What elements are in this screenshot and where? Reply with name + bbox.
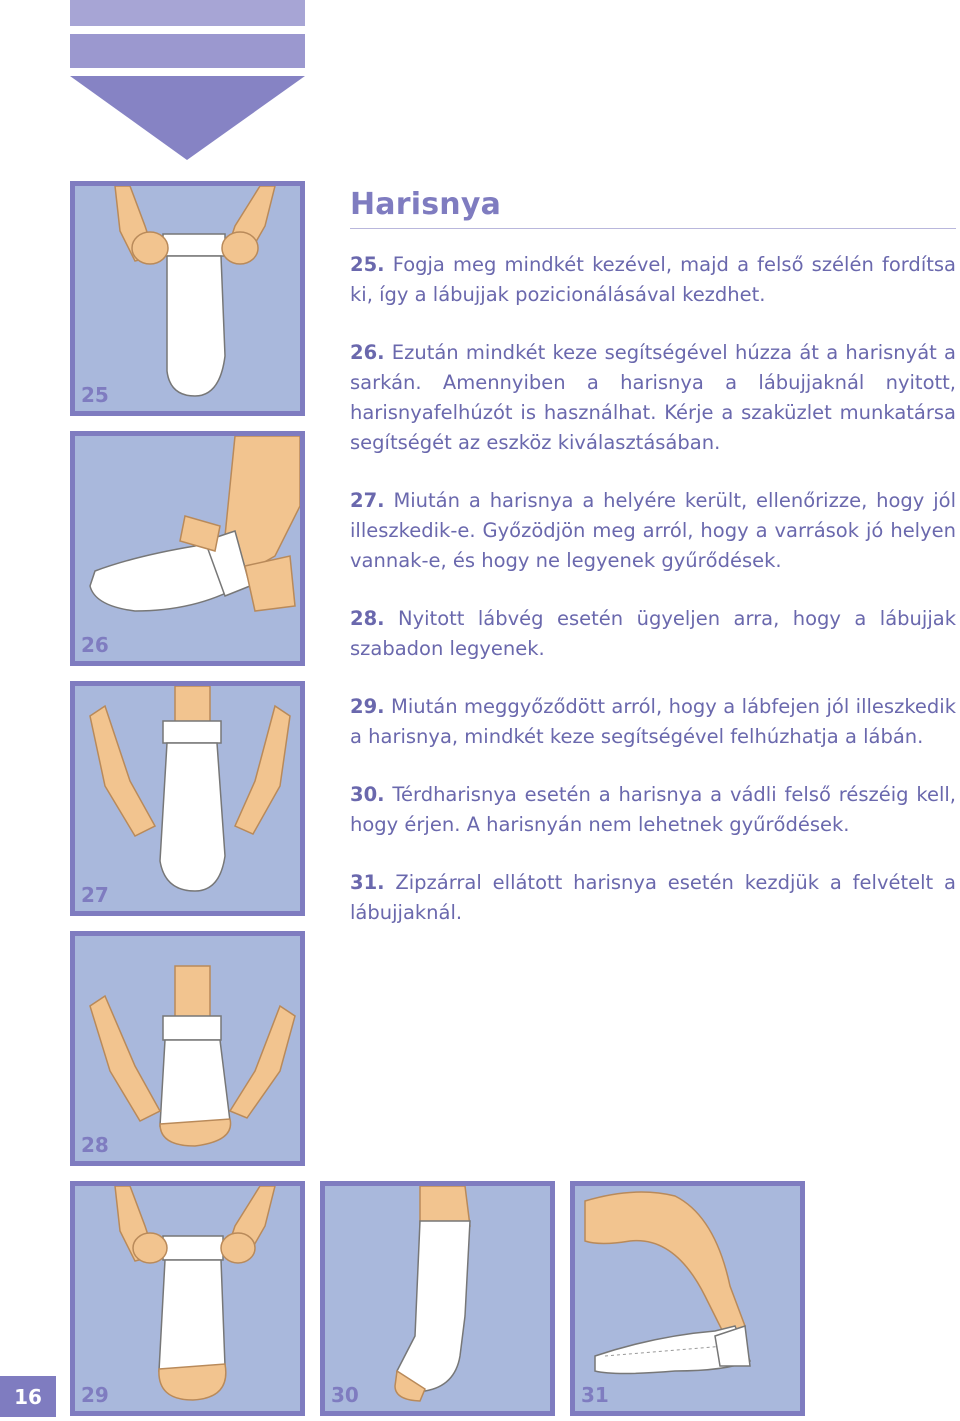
step-paragraph: [350, 338, 956, 458]
figure-label: 27: [81, 883, 109, 907]
sock-check-illustration-icon: [75, 686, 300, 911]
step-text: Fogja meg mindkét kezével, majd a felső szélén fordítsa ki, így a lábujjak pozicionálásával kezdhet.: [350, 253, 956, 306]
figure-panel-28: [70, 931, 305, 1166]
step-text: Nyitott lábvég esetén ügyeljen arra, hogy a lábujjak szabadon legyenek.: [350, 607, 956, 660]
figure-label: 26: [81, 633, 109, 657]
step-paragraph: [350, 692, 956, 752]
zipper-stocking-illustration-icon: [575, 1186, 800, 1411]
step-paragraph: [350, 250, 956, 310]
figure-panel-25: [70, 181, 305, 416]
page-number: 16: [0, 1376, 56, 1417]
figure-label: 28: [81, 1133, 109, 1157]
step-text: Zipzárral ellátott harisnya esetén kezdjük a felvételt a lábujjaknál.: [350, 871, 957, 924]
figure-label: 25: [81, 383, 109, 407]
figure-panel-27: [70, 681, 305, 916]
figure-panel-26: [70, 431, 305, 666]
page-title: Harisnya: [350, 187, 956, 229]
step-paragraph: [350, 604, 956, 664]
knee-stocking-illustration-icon: [325, 1186, 550, 1411]
step-paragraph: [350, 868, 956, 928]
figure-panel-29: [70, 1181, 305, 1416]
figure-label: 31: [581, 1383, 609, 1407]
step-number: 29.: [350, 695, 385, 718]
step-number: 27.: [350, 489, 385, 512]
sock-pull-illustration-icon: [75, 186, 300, 411]
step-number: 30.: [350, 783, 385, 806]
figure-panel-31: [570, 1181, 805, 1416]
sock-pull-up-illustration-icon: [75, 1186, 300, 1411]
figure-panel-30: [320, 1181, 555, 1416]
sock-heel-illustration-icon: [75, 436, 300, 661]
step-number: 25.: [350, 253, 385, 276]
header-bar-middle: [70, 34, 305, 68]
step-text: Miután meggyőződött arról, hogy a lábfejen jól illeszkedik a harisnya, mindkét keze segítségével felhúzhatja a lábán.: [350, 695, 957, 748]
step-number: 26.: [350, 341, 385, 364]
down-arrow-icon: [70, 76, 305, 160]
figure-label: 29: [81, 1383, 109, 1407]
step-text: Miután a harisnya a helyére került, ellenőrizze, hogy jól illeszkedik-e. Győzödjön meg arról, hogy a varrások jó helyen vannak-e, és hogy ne legyenek gyűrődések.: [350, 489, 956, 572]
step-number: 31.: [350, 871, 385, 894]
step-number: 28.: [350, 607, 385, 630]
step-text: Ezután mindkét keze segítségével húzza át a harisnyát a sarkán. Amennyiben a harisnya a lábujjaknál nyitott, harisnyafelhúzót is használhat. Kérje a szaküzlet munkatársa segítségét az eszköz kiválasztásában.: [350, 341, 956, 454]
open-toe-illustration-icon: [75, 936, 300, 1161]
step-text: Térdharisnya esetén a harisnya a vádli felső részéig kell, hogy érjen. A harisnyán nem lehetnek gyűrődések.: [350, 783, 957, 836]
figure-label: 30: [331, 1383, 359, 1407]
header-bar-top: [70, 0, 305, 26]
step-paragraph: [350, 780, 956, 840]
instructions-column: [350, 187, 956, 928]
step-paragraph: [350, 486, 956, 576]
